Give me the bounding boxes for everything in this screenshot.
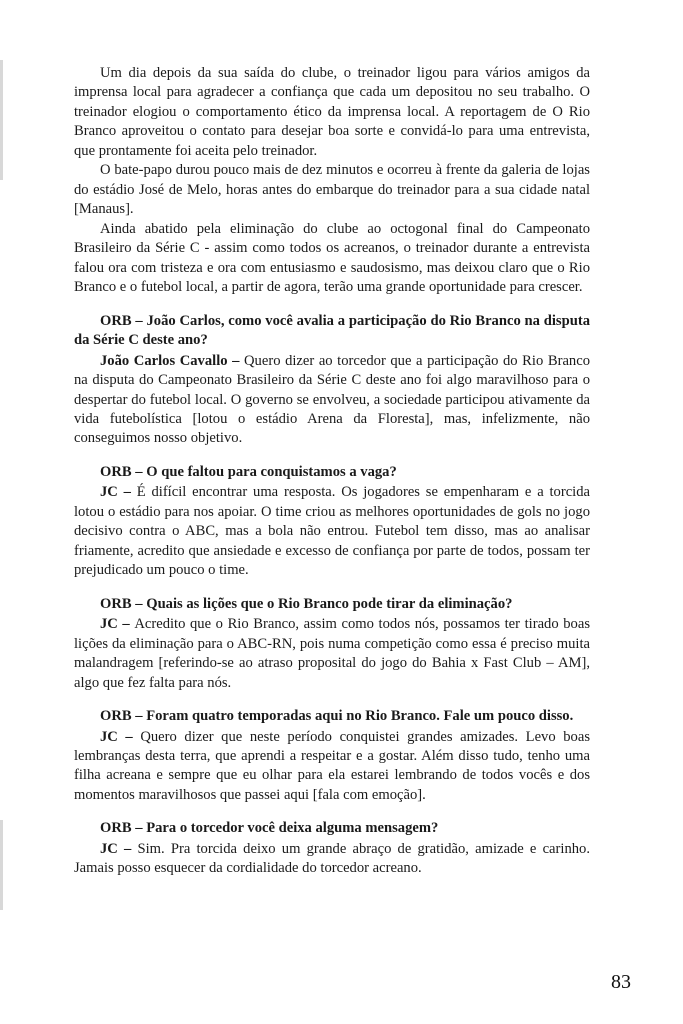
page-content [74, 64, 590, 879]
intro-paragraph-2: O bate-papo durou pouco mais de dez minutos e ocorreu à frente da galeria de lojas do estádio José de Melo, horas antes do embarque do treinador para a sua cidade natal [Manaus]. [74, 162, 590, 218]
interview-question-4: ORB – Foram quatro temporadas aqui no Rio Branco. Fale um pouco disso. [100, 708, 574, 725]
interview-answer-lead-1: João Carlos Cavallo – [100, 352, 245, 369]
interview-answer-lead-3: JC – [100, 616, 135, 633]
interview-answer-text-1: Quero dizer ao torcedor que a participação do Rio Branco na disputa do Campeonato Brasileiro da Série C deste ano foi algo maravilhoso para o despertar do futebol local. O governo se envolveu, a sociedade participou ativamente da vida futebolística [lotou o estádio Arena da Floresta], mas, infelizmente, não conseguimos nosso objetivo. [74, 352, 590, 447]
interview-answer-lead-4: JC – [100, 728, 141, 745]
interview-question-1: ORB – João Carlos, como você avalia a participação do Rio Branco na disputa da Série C deste ano? [74, 312, 590, 349]
page-edge-mark-top [0, 60, 3, 180]
interview-question-5: ORB – Para o torcedor você deixa alguma mensagem? [100, 820, 439, 837]
interview-question-2: ORB – O que faltou para conquistamos a vaga? [100, 463, 397, 480]
interview-answer-1 [74, 352, 590, 449]
interview-answer-text-3: Acredito que o Rio Branco, assim como todos nós, possamos ter tirado boas lições da eliminação para o ABC-RN, pois numa competição como essa é preciso muita malandragem [referindo-se ao atraso proposital do jogo do Bahia x Fast Club – AM], algo que fez falta para nós. [74, 616, 591, 691]
interview-answer-text-4: Quero dizer que neste período conquistei grandes amizades. Levo boas lembranças desta terra, que aprendi a respeitar e a gostar. Além disso tudo, tenho uma filha acreana e sempre que eu olhar para ela estarei lembrando de todos vocês e dos momentos maravilhosos que passei aqui [fala com emoção]. [74, 728, 590, 803]
page-edge-mark-bottom [0, 820, 3, 910]
interview-answer-4 [74, 728, 590, 806]
interview-answer-5 [74, 840, 590, 879]
interview-answer-lead-2: JC – [100, 484, 137, 501]
interview-answer-text-5: Sim. Pra torcida deixo um grande abraço de gratidão, amizade e carinho. Jamais posso esquecer da cordialidade do torcedor acreano. [74, 840, 590, 877]
page-number: 83 [611, 971, 631, 993]
intro-paragraph-1: Um dia depois da sua saída do clube, o treinador ligou para vários amigos da imprensa local para agradecer a confiança que cada um depositou no seu trabalho. O treinador elogiou o comportamento ético da imprensa local. A reportagem de O Rio Branco aproveitou o contato para desejar boa sorte e convidá-lo para uma entrevista, que prontamente foi aceita pelo treinador. [74, 65, 590, 159]
interview-answer-2 [74, 483, 590, 580]
interview-answer-lead-5: JC – [100, 840, 138, 857]
interview-answer-3 [74, 615, 590, 693]
intro-paragraph-3: Ainda abatido pela eliminação do clube ao octogonal final do Campeonato Brasileiro da Série C - assim como todos os acreanos, o treinador durante a entrevista falou ora com tristeza e ora com entusiasmo e saudosismo, mas deixou claro que o Rio Branco e o futebol local, a partir de agora, terão uma grande oportunidade para crescer. [74, 220, 590, 296]
interview-answer-text-2: É difícil encontrar uma resposta. Os jogadores se empenharam e a torcida lotou o estádio para nos apoiar. O time criou as melhores oportunidades de gols no jogo decisivo contra o ABC, mas a bola não entrou. Futebol tem disso, mas ao analisar friamente, acredito que ansiedade e excesso de confiança por parte de todos, possam ter prejudicado um pouco o time. [74, 484, 590, 579]
interview-question-3: ORB – Quais as lições que o Rio Branco pode tirar da eliminação? [100, 595, 513, 612]
